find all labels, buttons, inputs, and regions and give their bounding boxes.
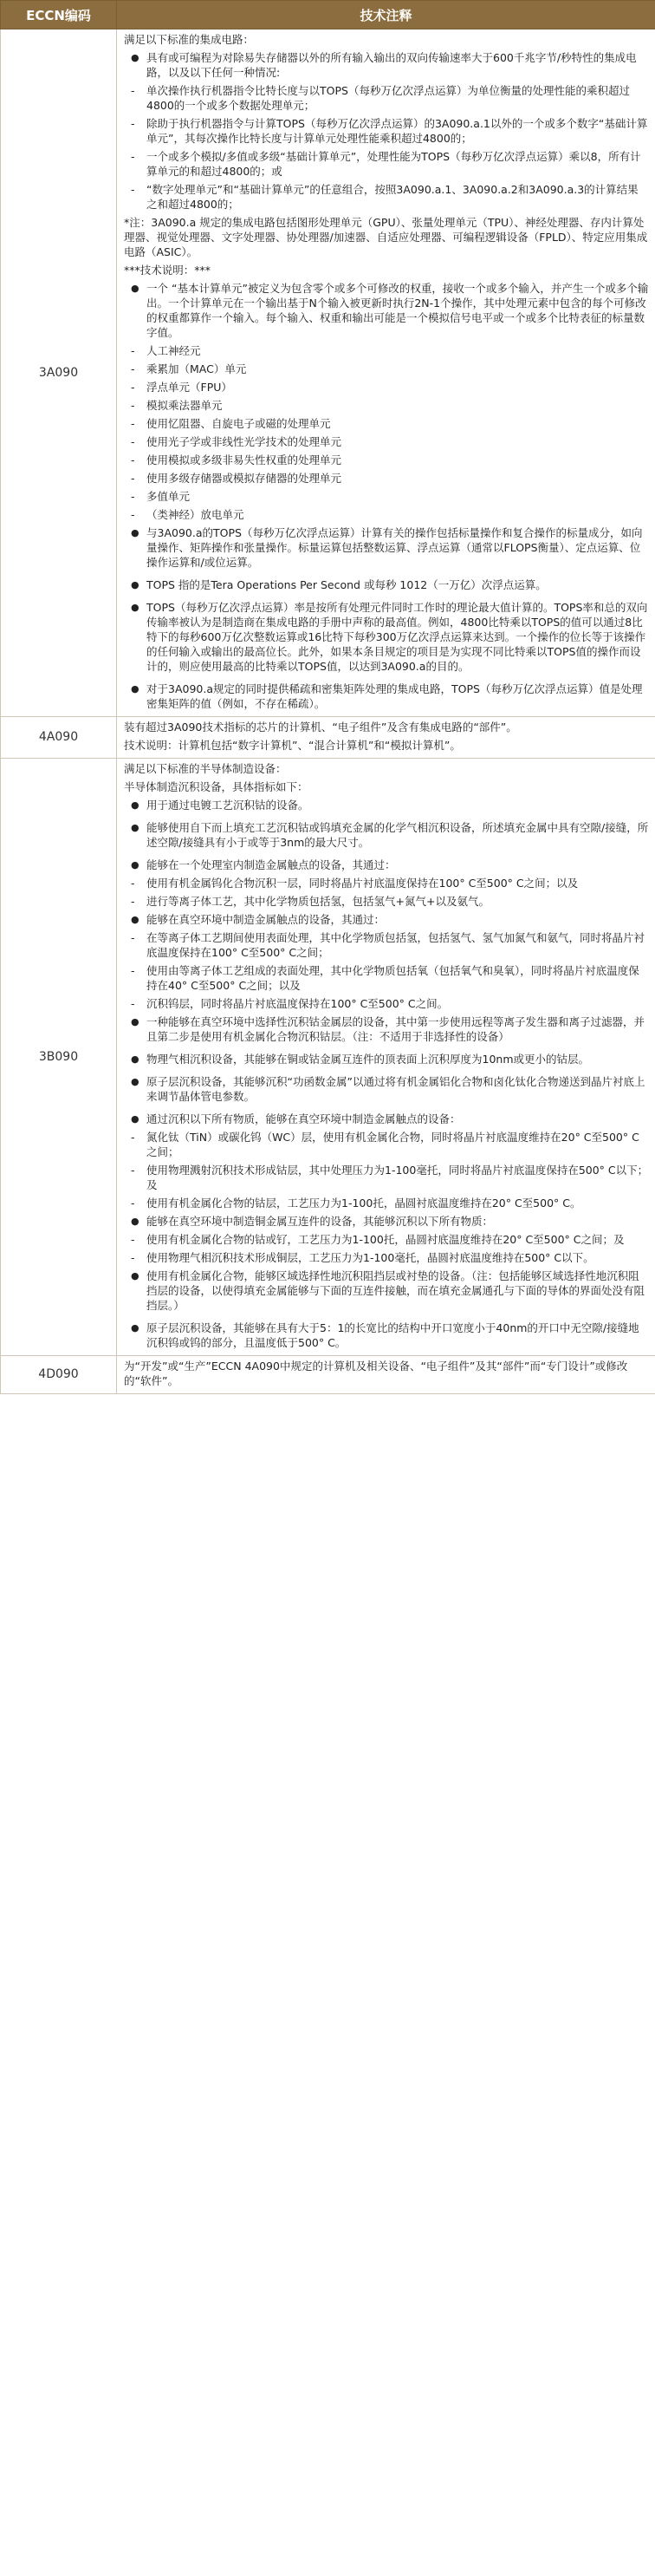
dash-item	[124, 182, 649, 212]
dash-item	[124, 416, 649, 431]
item-text: TOPS（每秒万亿次浮点运算）率是按所有处理元件同时工作时的理论最大值计算的。TOPS率和总的双向传输率被认为是制造商在集成电路的手册中声称的最高值。例如，4800比特乘以TOPS的值可以通过8比特下的每秒600万亿次整数运算或16比特下每秒300万亿次浮点运算来达到。一个操作的位长等于该操作的任何输入或输出的最高位长。此外，如果本条目规定的项目是为实现不同比特乘以TOPS值的操作而设计的，则应使用最高的比特乘以TOPS值，以达到3A090.a的目的。	[146, 601, 648, 673]
item-text: 物理气相沉积设备，其能够在铜或钴金属互连件的顶表面上沉积厚度为10nm或更小的钴层。	[146, 1053, 590, 1066]
dash-marker-icon: -	[131, 895, 135, 908]
bullet-item	[124, 600, 649, 674]
dash-marker-icon: -	[131, 417, 135, 430]
item-text: 使用多级存储器或模拟存储器的处理单元	[146, 472, 342, 485]
bullet-dot-icon: ●	[131, 1053, 139, 1065]
item-text: 使用模拟或多级非易失性权重的处理单元	[146, 453, 342, 466]
bullet-dot-icon: ●	[131, 1016, 139, 1027]
dash-marker-icon: -	[131, 508, 135, 521]
table-row	[1, 1356, 655, 1394]
bullet-dot-icon: ●	[131, 52, 139, 63]
bullet-dot-icon: ●	[131, 859, 139, 871]
dash-marker-icon: -	[131, 472, 135, 485]
dash-item	[124, 489, 649, 504]
item-text: 氮化钛（TiN）或碳化钨（WC）层，使用有机金属化合物，同时将晶片衬底温度维持在20° C至500° C之间；	[146, 1131, 639, 1158]
item-text: 能够在真空环境中制造铜金属互连件的设备，其能够沉积以下所有物质：	[146, 1215, 494, 1228]
dash-marker-icon: -	[131, 1164, 135, 1177]
dash-marker-icon: -	[131, 1251, 135, 1264]
technical-note-cell	[117, 717, 655, 759]
dash-item	[124, 1250, 649, 1265]
item-text: 能够在真空环境中制造金属触点的设备，其通过：	[146, 913, 386, 926]
item-text: 使用有机金属化合物，能够区域选择性地沉积阻挡层或衬垫的设备。（注：包括能够区域选择性地沉积阻挡层的设备，以使得填充金属能够与下面的互连件接触，而在填充金属通孔与下面的导体的界面处没有阻挡层。）	[146, 1269, 645, 1312]
bullet-item	[124, 1074, 649, 1104]
bullet-item	[124, 798, 649, 812]
dash-marker-icon: -	[131, 381, 135, 394]
item-text: 多值单元	[146, 490, 191, 503]
bullet-dot-icon: ●	[131, 799, 139, 811]
item-text: 使用有机金属钨化合物沉积一层，同时将晶片衬底温度保持在100° C至500° C之间；以及	[146, 877, 579, 890]
bullet-item	[124, 281, 649, 340]
item-text: 使用光子学或非线性光学技术的处理单元	[146, 435, 342, 448]
bullet-dot-icon: ●	[131, 1076, 139, 1087]
dash-item	[124, 471, 649, 486]
bullet-item	[124, 912, 649, 927]
dash-item	[124, 434, 649, 449]
dash-item	[124, 1196, 649, 1210]
item-text: 一个或多个模拟/多值或多级“基础计算单元”，处理性能为TOPS（每秒万亿次浮点运算）乘以8，所有计算单元的和超过4800的；或	[146, 150, 641, 178]
note-paragraph: 技术说明：计算机包括“数字计算机”、“混合计算机”和“模拟计算机”。	[124, 739, 461, 752]
bullet-dot-icon: ●	[131, 579, 139, 590]
bullet-item	[124, 1321, 649, 1350]
dash-marker-icon: -	[131, 877, 135, 890]
dash-item	[124, 343, 649, 358]
item-text: 对于3A090.a规定的同时提供稀疏和密集矩阵处理的集成电路，TOPS（每秒万亿次浮点运算）值是处理密集矩阵的值（例如，不存在稀疏）。	[146, 682, 643, 710]
item-text: 沉积钨层，同时将晶片衬底温度保持在100° C至500° C之间。	[146, 997, 449, 1010]
dash-item	[124, 1130, 649, 1159]
bullet-item	[124, 1268, 649, 1313]
dash-marker-icon: -	[131, 183, 135, 196]
item-text: 原子层沉积设备，其能够沉积“功函数金属”以通过将有机金属铝化合物和卤化钛化合物递送到晶片衬底上来调节晶体管电参数。	[146, 1075, 645, 1103]
eccn-code: 4D090	[1, 1356, 117, 1394]
bullet-dot-icon: ●	[131, 1322, 139, 1334]
item-text: “数字处理单元”和“基础计算单元”的任意组合，按照3A090.a.1、3A090.a.2和3A090.a.3的计算结果之和超过4800的；	[146, 183, 639, 211]
dash-marker-icon: -	[131, 1131, 135, 1144]
dash-item	[124, 116, 649, 146]
bullet-item	[124, 1112, 649, 1126]
dash-marker-icon: -	[131, 490, 135, 503]
item-text: 使用由等离子体工艺组成的表面处理，其中化学物质包括氧（包括氧气和臭氧），同时将晶片衬底温度保持在40° C至500° C之间；以及	[146, 964, 639, 992]
item-text: 单次操作执行机器指令比特长度与以TOPS（每秒万亿次浮点运算）为单位衡量的处理性能的乘积超过4800的一个或多个数据处理单元；	[146, 84, 630, 112]
item-text: 用于通过电镀工艺沉积钴的设备。	[146, 799, 309, 812]
technical-note-cell	[117, 1356, 655, 1394]
dash-marker-icon: -	[131, 84, 135, 97]
bullet-item	[124, 577, 649, 592]
bullet-dot-icon: ●	[131, 822, 139, 833]
bullet-dot-icon: ●	[131, 602, 139, 613]
dash-marker-icon: -	[131, 150, 135, 163]
item-text: 具有或可编程为对除易失存储器以外的所有输入输出的双向传输速率大于600千兆字节/秒特性的集成电路，以及以下任何一种情况:	[146, 51, 637, 79]
item-text: 一个 “基本计算单元”被定义为包含零个或多个可修改的权重，接收一个或多个输入，并产生一个或多个输出。一个计算单元在一个输出基于N个输入被更新时执行2N-1个操作，其中处理元素中包含的每个可修改的权重都算作一个输入。每个输入、权重和输出可能是一个模拟信号电平或一个或多个比特表征的标量数字值。	[146, 282, 649, 339]
bullet-item	[124, 820, 649, 850]
item-text: 通过沉积以下所有物质，能够在真空环境中制造金属触点的设备：	[146, 1112, 461, 1125]
dash-marker-icon: -	[131, 997, 135, 1010]
item-text: 使用有机金属化合物的钴或钌，工艺压力为1-100托，晶圆衬底温度维持在20° C至500° C之间；及	[146, 1233, 625, 1246]
bullet-dot-icon: ●	[131, 1270, 139, 1281]
dash-marker-icon: -	[131, 344, 135, 357]
item-text: 一种能够在真空环境中选择性沉积钴金属层的设备，其中第一步使用远程等离子发生器和离子过滤器，并且第二步是使用有机金属化合物沉积钴层。（注：不适用于非选择性的设备）	[146, 1015, 645, 1043]
table-body	[1, 29, 655, 1394]
bullet-item	[124, 1214, 649, 1229]
dash-marker-icon: -	[131, 931, 135, 944]
eccn-code: 4A090	[1, 717, 117, 759]
dash-item	[124, 362, 649, 376]
table-row	[1, 29, 655, 717]
note-paragraph: 满足以下标准的半导体制造设备：	[124, 762, 287, 775]
dash-item	[124, 930, 649, 960]
item-text: 使用物理气相沉积技术形成铜层，工艺压力为1-100毫托，晶圆衬底温度维持在500° C以下。	[146, 1251, 594, 1264]
note-paragraph: *注：3A090.a 规定的集成电路包括图形处理单元（GPU）、张量处理单元（TPU）、神经处理器、存内计算处理器、视觉处理器、文字处理器、协处理器/加速器、自适应处理器、可编程逻辑设备（FPLD）、特定应用集成电路（ASIC）。	[124, 216, 648, 258]
bullet-item	[124, 1052, 649, 1066]
table-row	[1, 717, 655, 759]
dash-marker-icon: -	[131, 1197, 135, 1210]
item-text: 能够使用自下而上填充工艺沉积钴或钨填充金属的化学气相沉积设备，所述填充金属中具有空隙/接缝，所述空隙/接缝具有小于或等于3nm的最大尺寸。	[146, 821, 649, 849]
dash-item	[124, 398, 649, 413]
technical-note-cell	[117, 29, 655, 717]
note-paragraph: 满足以下标准的集成电路：	[124, 33, 255, 46]
item-text: （类神经）放电单元	[146, 508, 244, 521]
dash-item	[124, 453, 649, 467]
dash-item	[124, 507, 649, 522]
item-text: TOPS 指的是Tera Operations Per Second 或每秒 1012（一万亿）次浮点运算。	[146, 578, 547, 591]
dash-item	[124, 963, 649, 993]
item-text: 原子层沉积设备，其能够在具有大于5：1的长宽比的结构中开口宽度小于40nm的开口中无空隙/接缝地沉积钨或钨的部分，且温度低于500° C。	[146, 1321, 639, 1349]
bullet-dot-icon: ●	[131, 683, 139, 695]
bullet-dot-icon: ●	[131, 1216, 139, 1227]
item-text: 能够在一个处理室内制造金属触点的设备，其通过：	[146, 858, 396, 871]
dash-marker-icon: -	[131, 1233, 135, 1246]
item-text: 在等离子体工艺期间使用表面处理，其中化学物质包括氢，包括氢气、氢气加氮气和氨气，同时将晶片衬底温度保持在100° C至500° C之间；	[146, 931, 645, 959]
item-text: 模拟乘法器单元	[146, 399, 223, 412]
dash-marker-icon: -	[131, 964, 135, 977]
bullet-dot-icon: ●	[131, 527, 139, 538]
note-paragraph: ***技术说明：***	[124, 264, 211, 277]
header-technical-notes: 技术注释	[117, 1, 655, 29]
header-eccn-code: ECCN编码	[1, 1, 117, 29]
dash-item	[124, 1232, 649, 1247]
bullet-dot-icon: ●	[131, 283, 139, 294]
bullet-dot-icon: ●	[131, 914, 139, 925]
bullet-item	[124, 1014, 649, 1044]
dash-marker-icon: -	[131, 453, 135, 466]
dash-marker-icon: -	[131, 362, 135, 375]
table-row	[1, 759, 655, 1356]
item-text: 使用物理溅射沉积技术形成钴层，其中处理压力为1-100毫托，同时将晶片衬底温度保持在500° C以下；及	[146, 1164, 649, 1191]
bullet-dot-icon: ●	[131, 1113, 139, 1125]
dash-item	[124, 149, 649, 179]
item-text: 除助于执行机器指令与计算TOPS（每秒万亿次浮点运算）的3A090.a.1以外的一个或多个数字“基础计算单元”，其每次操作比特长度与计算单元处理性能乘积超过4800的；	[146, 117, 648, 145]
dash-item	[124, 894, 649, 909]
item-text: 乘累加（MAC）单元	[146, 362, 247, 375]
eccn-code: 3B090	[1, 759, 117, 1356]
item-text: 浮点单元（FPU）	[146, 381, 232, 394]
bullet-item	[124, 525, 649, 570]
item-text: 使用有机金属化合物的钴层，工艺压力为1-100托，晶圆衬底温度维持在20° C至500° C。	[146, 1197, 581, 1210]
note-paragraph: 为“开发”或“生产”ECCN 4A090中规定的计算机及相关设备、“电子组件”及其“部件”而“专门设计”或修改的“软件”。	[124, 1360, 628, 1387]
note-paragraph: 装有超过3A090技术指标的芯片的计算机、“电子组件”及含有集成电路的“部件”。	[124, 721, 517, 734]
dash-item	[124, 876, 649, 890]
item-text: 人工神经元	[146, 344, 201, 357]
dash-item	[124, 1163, 649, 1192]
item-text: 与3A090.a的TOPS（每秒万亿次浮点运算）计算有关的操作包括标量操作和复合操作的标量成分，如向量操作、矩阵操作和张量操作。标量运算包括整数运算、浮点运算（通常以FLOPS衡量）、定点运算、位操作运算和/或位运算。	[146, 526, 643, 569]
dash-item	[124, 83, 649, 113]
dash-marker-icon: -	[131, 117, 135, 130]
dash-item	[124, 996, 649, 1011]
table-header-row	[1, 1, 655, 29]
bullet-item	[124, 50, 649, 80]
note-paragraph: 半导体制造沉积设备，具体指标如下：	[124, 780, 308, 793]
bullet-item	[124, 858, 649, 872]
item-text: 进行等离子体工艺，其中化学物质包括氢，包括氢气+氮气+以及氨气。	[146, 895, 490, 908]
bullet-item	[124, 681, 649, 711]
item-text: 使用忆阻器、自旋电子或磁的处理单元	[146, 417, 331, 430]
eccn-code: 3A090	[1, 29, 117, 717]
dash-marker-icon: -	[131, 435, 135, 448]
technical-note-cell	[117, 759, 655, 1356]
dash-item	[124, 380, 649, 395]
dash-marker-icon: -	[131, 399, 135, 412]
